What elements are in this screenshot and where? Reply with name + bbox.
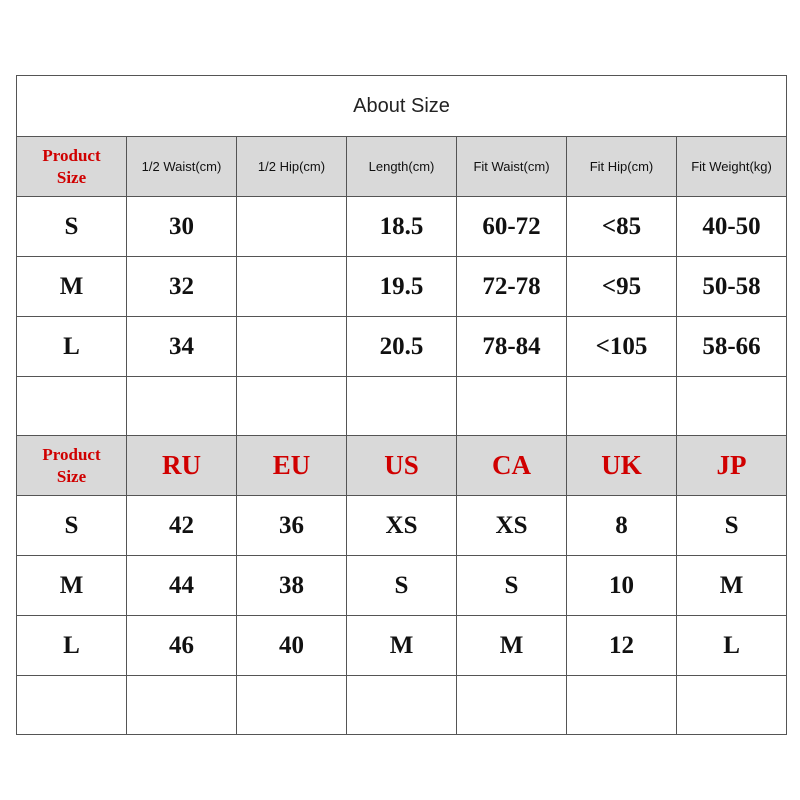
size-label: S: [17, 496, 127, 556]
header-fit-waist: Fit Waist(cm): [457, 137, 567, 197]
header-us: US: [347, 436, 457, 496]
table-cell: 40-50: [677, 197, 787, 257]
table-row: [17, 317, 787, 377]
table-row: [17, 556, 787, 616]
table-cell: 19.5: [347, 257, 457, 317]
header-ru: RU: [127, 436, 237, 496]
size-label: L: [17, 616, 127, 676]
measure-corner-cell: [17, 137, 127, 197]
table-cell: 34: [127, 317, 237, 377]
conversion-header-row: [17, 436, 787, 496]
table-cell: [237, 197, 347, 257]
table-cell: S: [677, 496, 787, 556]
table-cell: XS: [457, 496, 567, 556]
table-cell: 36: [237, 496, 347, 556]
table-cell: 20.5: [347, 317, 457, 377]
header-half-waist: 1/2 Waist(cm): [127, 137, 237, 197]
table-cell: 72-78: [457, 257, 567, 317]
corner-label-line2: Size: [56, 466, 87, 486]
table-row: [17, 257, 787, 317]
table-cell: M: [347, 616, 457, 676]
empty-row: [17, 377, 787, 436]
table-cell: 32: [127, 257, 237, 317]
corner-label-line1: Product: [42, 145, 101, 165]
table-row: [17, 616, 787, 676]
header-jp: JP: [677, 436, 787, 496]
conversion-corner-cell: [17, 436, 127, 496]
table-cell: S: [347, 556, 457, 616]
table-cell: 42: [127, 496, 237, 556]
table-cell: 60-72: [457, 197, 567, 257]
size-label: S: [17, 197, 127, 257]
table-cell: <105: [567, 317, 677, 377]
table-cell: 18.5: [347, 197, 457, 257]
table-cell: XS: [347, 496, 457, 556]
table-cell: L: [677, 616, 787, 676]
table-cell: 58-66: [677, 317, 787, 377]
header-ca: CA: [457, 436, 567, 496]
empty-row: [17, 676, 787, 735]
table-cell: 30: [127, 197, 237, 257]
table-cell: <95: [567, 257, 677, 317]
table-cell: 38: [237, 556, 347, 616]
table-cell: 50-58: [677, 257, 787, 317]
table-row: [17, 496, 787, 556]
measure-header-row: [17, 137, 787, 197]
size-label: M: [17, 556, 127, 616]
table-cell: [237, 257, 347, 317]
table-cell: 46: [127, 616, 237, 676]
corner-label-line2: Size: [56, 167, 87, 187]
table-cell: M: [677, 556, 787, 616]
title-row: [17, 76, 787, 137]
table-cell: [237, 317, 347, 377]
table-cell: S: [457, 556, 567, 616]
table-row: [17, 197, 787, 257]
header-fit-hip: Fit Hip(cm): [567, 137, 677, 197]
size-chart-table: [16, 75, 787, 735]
table-cell: M: [457, 616, 567, 676]
size-label: M: [17, 257, 127, 317]
header-eu: EU: [237, 436, 347, 496]
table-cell: 8: [567, 496, 677, 556]
table-cell: 10: [567, 556, 677, 616]
size-label: L: [17, 317, 127, 377]
header-half-hip: 1/2 Hip(cm): [237, 137, 347, 197]
table-cell: 78-84: [457, 317, 567, 377]
table-cell: 44: [127, 556, 237, 616]
table-cell: 40: [237, 616, 347, 676]
corner-label-line1: Product: [42, 444, 101, 464]
table-title: About Size: [17, 76, 787, 137]
table-cell: 12: [567, 616, 677, 676]
table-cell: <85: [567, 197, 677, 257]
header-fit-weight: Fit Weight(kg): [677, 137, 787, 197]
header-uk: UK: [567, 436, 677, 496]
header-length: Length(cm): [347, 137, 457, 197]
